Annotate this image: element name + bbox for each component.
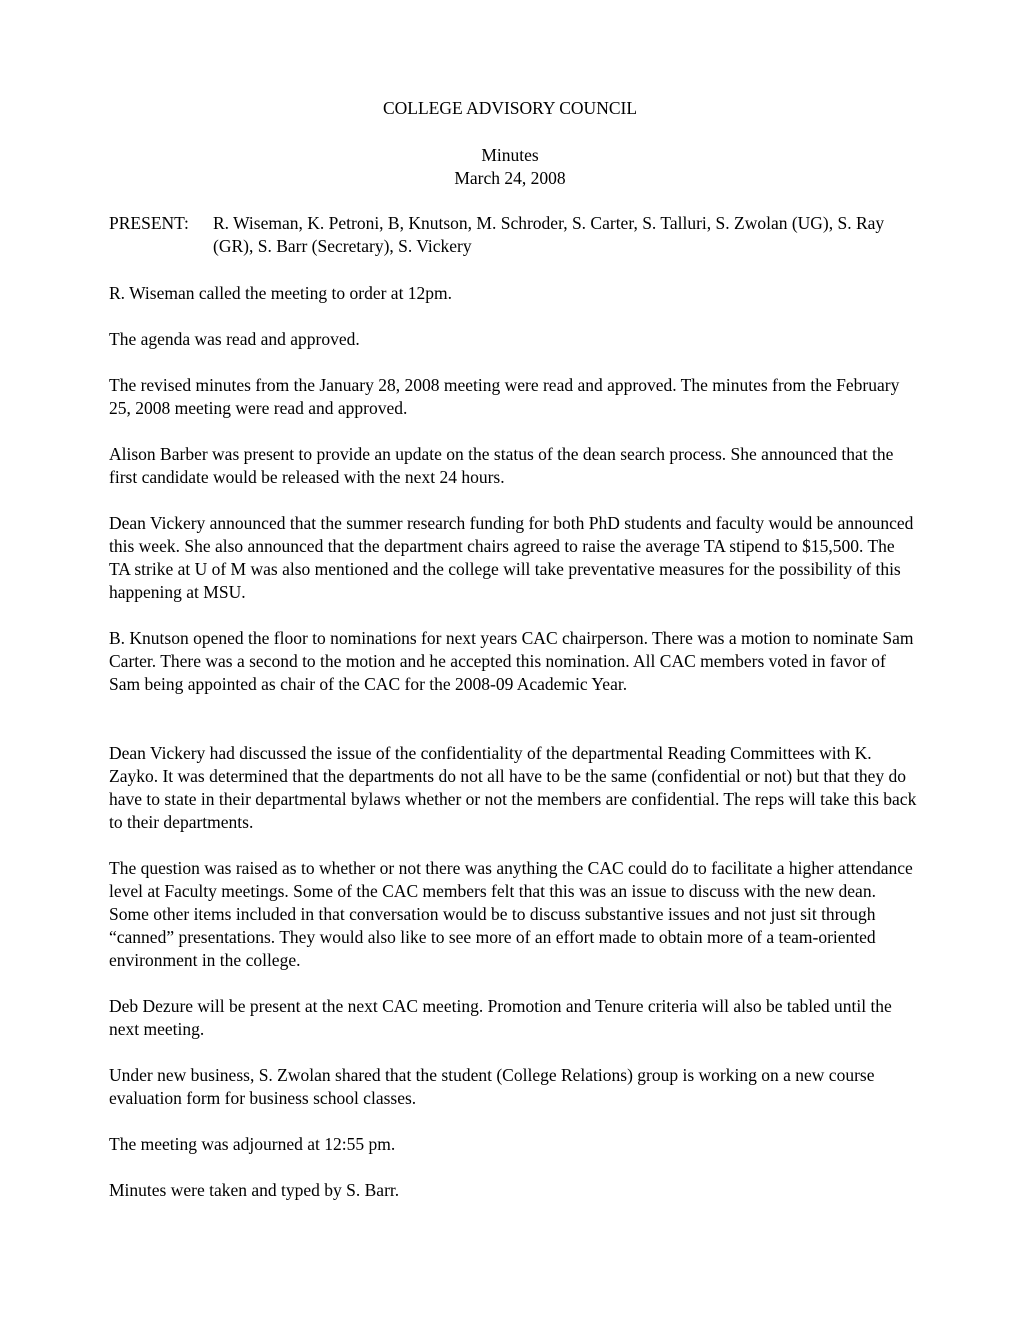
paragraph-call-to-order: R. Wiseman called the meeting to order at 12pm.: [109, 283, 453, 303]
paragraph-adjournment: The meeting was adjourned at 12:55 pm.: [109, 1134, 396, 1154]
meeting-date: March 24, 2008: [454, 168, 566, 188]
paragraph-research-funding: Dean Vickery announced that the summer research funding for both PhD students and faculty would be announced this week. She also announced that the department chairs agreed to raise the average TA stipend to $15,500. The TA strike at U of M was also mentioned and the college will take preventative measures for the possibility of this happening at MSU.: [109, 513, 914, 602]
attendance-names: R. Wiseman, K. Petroni, B, Knutson, M. Schroder, S. Carter, S. Talluri, S. Zwolan (UG), S. Ray (GR), S. Barr (Secretary), S. Vickery: [213, 213, 885, 256]
paragraph-minutes-taker: Minutes were taken and typed by S. Barr.: [109, 1180, 400, 1200]
paragraph-chair-nomination: B. Knutson opened the floor to nominations for next years CAC chairperson. There was a motion to nominate Sam Carter. There was a second to the motion and he accepted this nomination. All CAC members voted in favor of Sam being appointed as chair of the CAC for the 2008-09 Academic Year.: [109, 628, 914, 694]
document-title: COLLEGE ADVISORY COUNCIL: [382, 98, 638, 118]
paragraph-previous-minutes: The revised minutes from the January 28, 2008 meeting were read and approved. The minutes from the February 25, 2008 meeting were read and approved.: [109, 375, 900, 418]
paragraph-agenda: The agenda was read and approved.: [109, 329, 360, 349]
paragraph-faculty-attendance: The question was raised as to whether or not there was anything the CAC could do to facilitate a higher attendance level at Faculty meetings. Some of the CAC members felt that this was an issue to discuss with the new dean. Some other items included in that conversation would be to discuss substantive issues and not just sit through “canned” presentations. They would also like to see more of an effort made to obtain more of a team-oriented environment in the college.: [109, 858, 913, 970]
attendance-label: PRESENT:: [109, 213, 189, 233]
paragraph-next-meeting: Deb Dezure will be present at the next CAC meeting. Promotion and Tenure criteria will also be tabled until the next meeting.: [109, 996, 892, 1039]
paragraph-reading-committees: Dean Vickery had discussed the issue of the confidentiality of the departmental Reading Committees with K. Zayko. It was determined that the departments do not all have to be the same (confidential or not) but that they do have to state in their departmental bylaws whether or not the members are confidential. The reps will take this back to their departments.: [109, 743, 917, 832]
paragraph-dean-search: Alison Barber was present to provide an update on the status of the dean search process. She announced that the first candidate would be released with the next 24 hours.: [109, 444, 894, 487]
document-subtitle: Minutes: [481, 145, 539, 165]
paragraph-new-business: Under new business, S. Zwolan shared that the student (College Relations) group is working on a new course evaluation form for business school classes.: [109, 1065, 875, 1108]
